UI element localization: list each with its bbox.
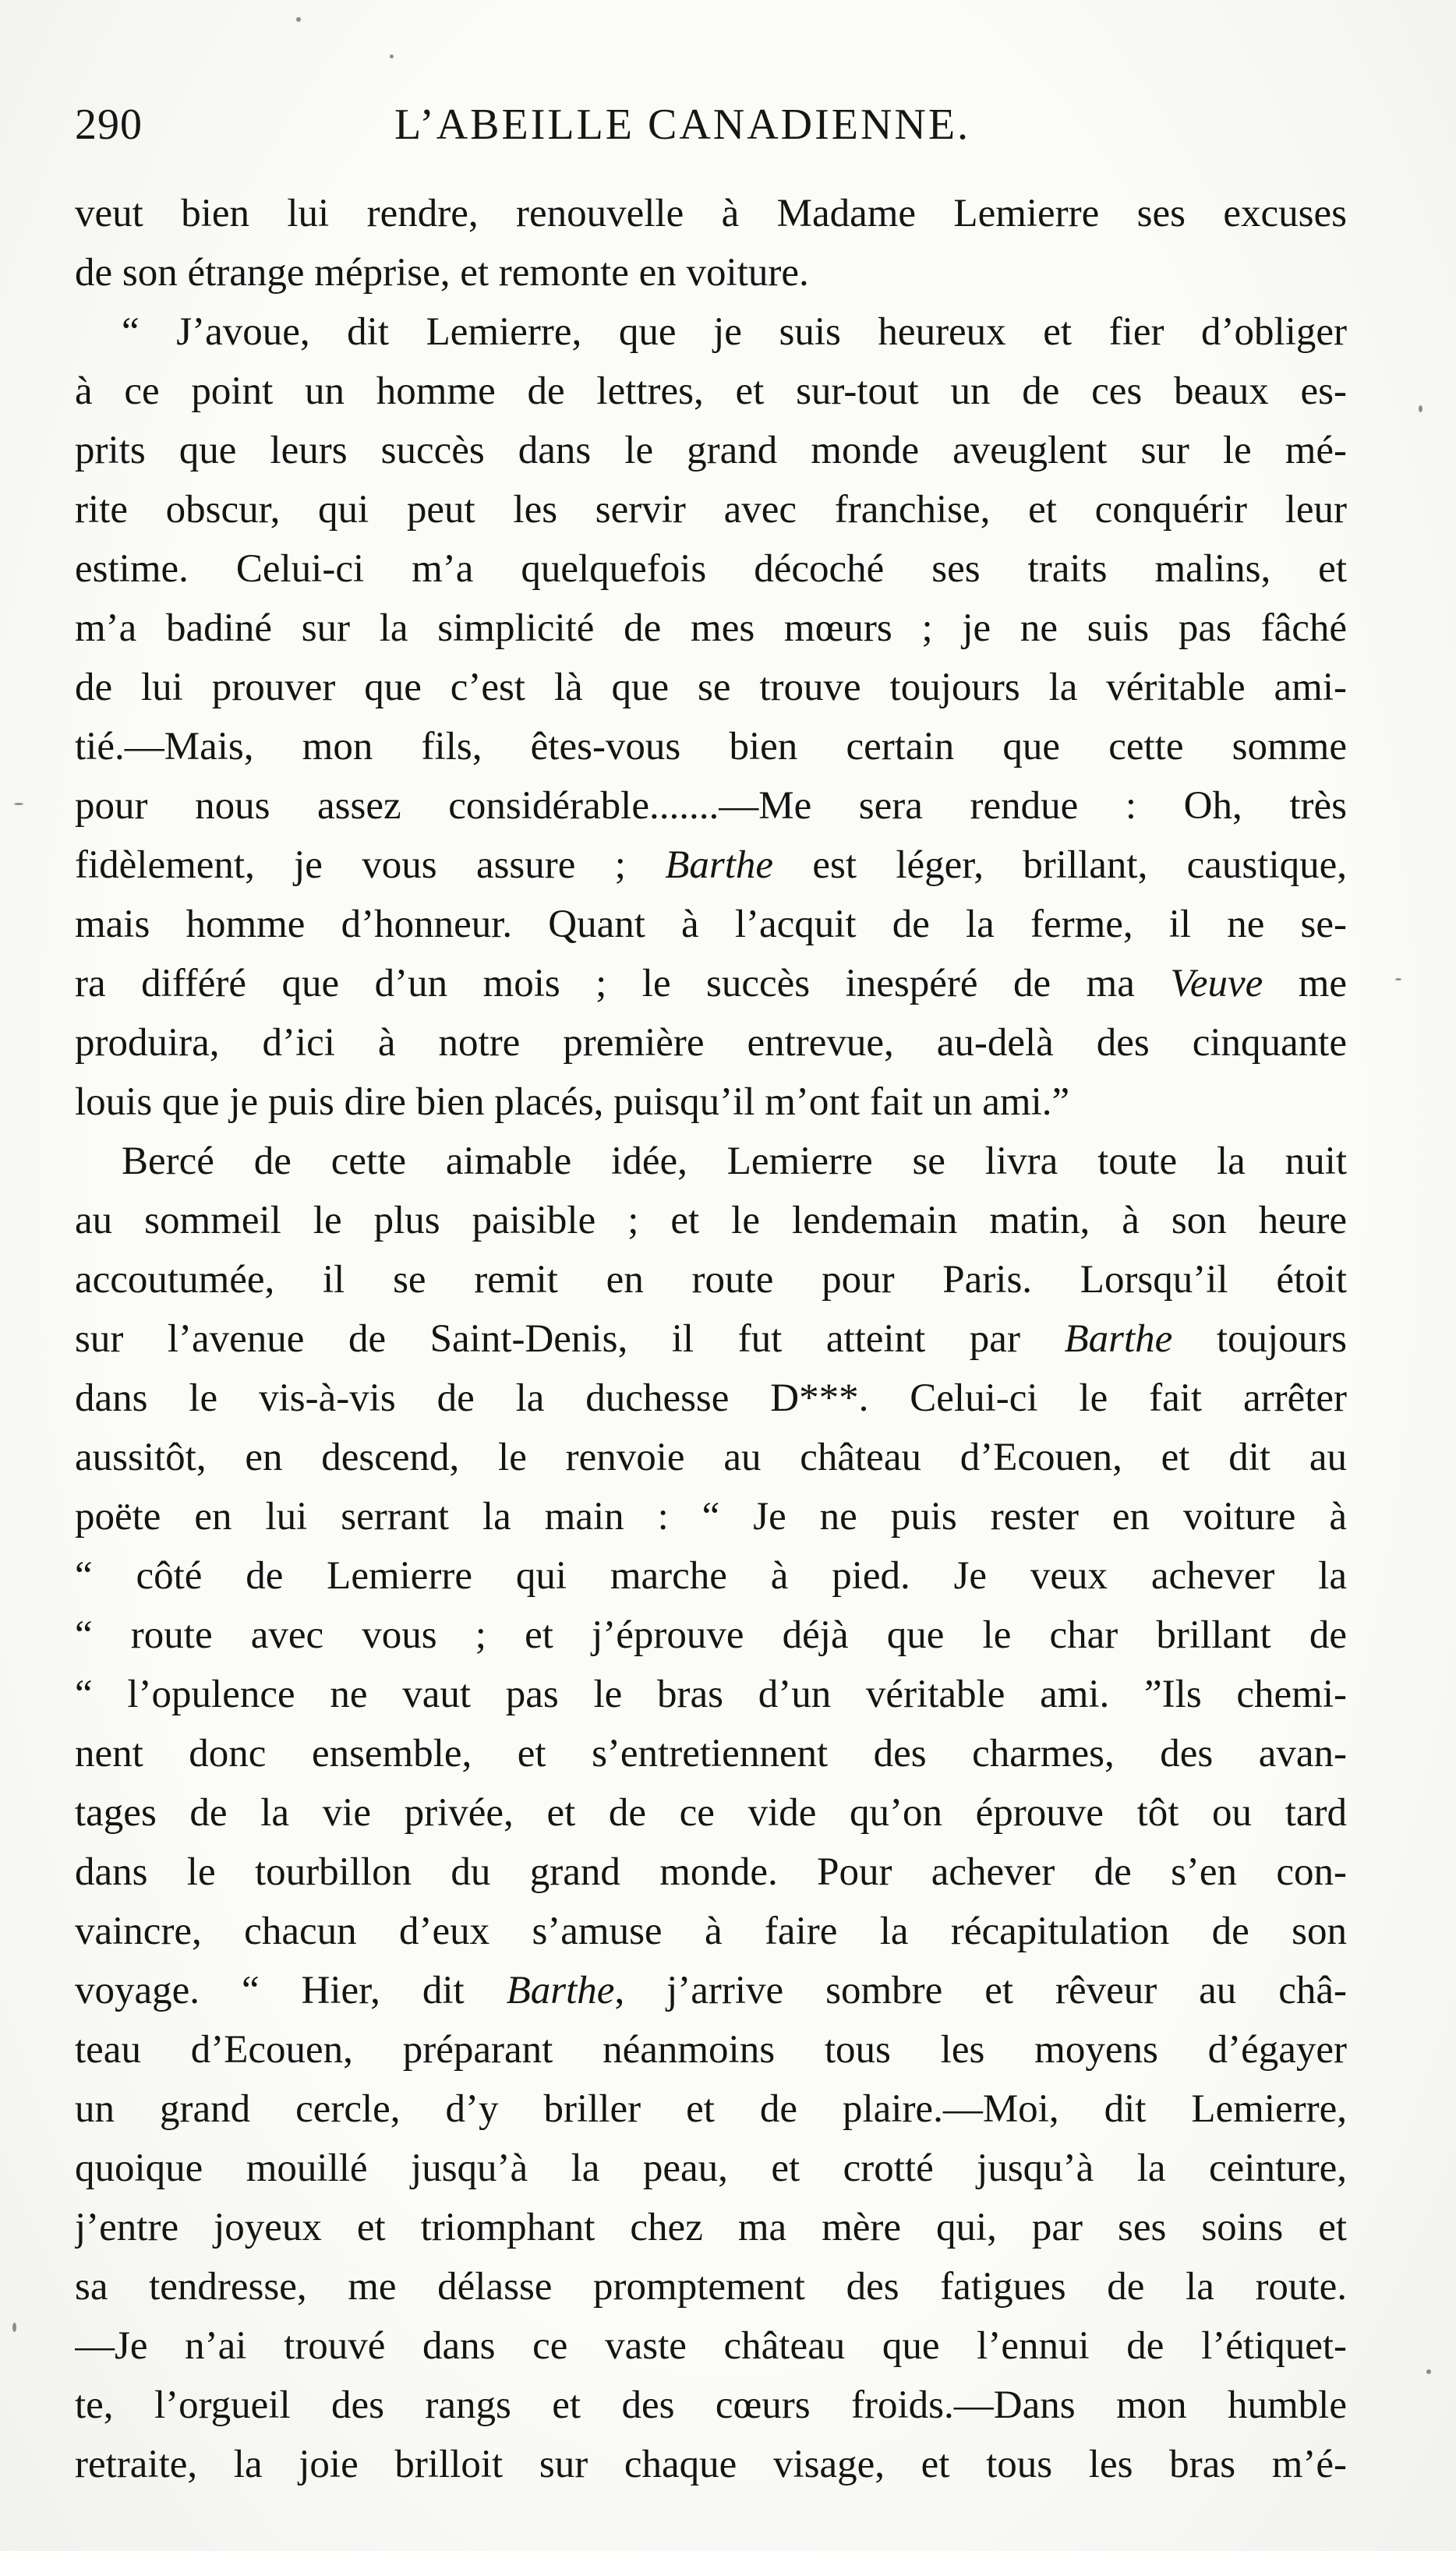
print-speck [390, 55, 394, 58]
running-title: L’ABEILLE CANADIENNE. [394, 101, 971, 149]
text-line: au sommeil le plus paisible ; et le lendemain matin, à son heure [75, 1199, 1347, 1242]
print-speck [1426, 2369, 1431, 2374]
text-line: “ l’opulence ne vaut pas le bras d’un véritable ami. ”Ils chemi- [75, 1673, 1347, 1716]
page-header [75, 100, 1369, 170]
text-line: —Je n’ai trouvé dans ce vaste château que l’ennui de l’étiquet- [75, 2324, 1347, 2368]
text-line: retraite, la joie brilloit sur chaque visage, et tous les bras m’é- [75, 2443, 1347, 2486]
text-line: te, l’orgueil des rangs et des cœurs froids.—Dans mon humble [75, 2383, 1347, 2427]
text-line: “ côté de Lemierre qui marche à pied. Je veux achever la [75, 1554, 1347, 1598]
text-line: accoutumée, il se remit en route pour Paris. Lorsqu’il étoit [75, 1258, 1347, 1302]
text-line: prits que leurs succès dans le grand monde aveuglent sur le mé- [75, 429, 1347, 472]
text-line: Bercé de cette aimable idée, Lemierre se livra toute la nuit [122, 1139, 1347, 1183]
text-line: dans le vis-à-vis de la duchesse D***. Celui-ci le fait arrêter [75, 1376, 1347, 1420]
text-line: produira, d’ici à notre première entrevue, au-delà des cinquante [75, 1021, 1347, 1065]
text-line: j’entre joyeux et triomphant chez ma mère qui, par ses soins et [75, 2206, 1347, 2249]
text-line: tié.—Mais, mon fils, êtes-vous bien certain que cette somme [75, 725, 1347, 768]
text-line: dans le tourbillon du grand monde. Pour achever de s’en con- [75, 1850, 1347, 1894]
text-line: un grand cercle, d’y briller et de plaire.—Moi, dit Lemierre, [75, 2087, 1347, 2131]
text-line: “ J’avoue, dit Lemierre, que je suis heureux et fier d’obliger [122, 310, 1347, 354]
text-line: veut bien lui rendre, renouvelle à Madame Lemierre ses excuses [75, 192, 1347, 235]
text-line: tages de la vie privée, et de ce vide qu’on éprouve tôt ou tard [75, 1791, 1347, 1835]
text-line: vaincre, chacun d’eux s’amuse à faire la récapitulation de son [75, 1910, 1347, 1953]
text-line: mais homme d’honneur. Quant à l’acquit de la ferme, il ne se- [75, 903, 1347, 946]
print-speck [14, 803, 23, 805]
text-line: “ route avec vous ; et j’éprouve déjà que le char brillant de [75, 1613, 1347, 1657]
text-line: aussitôt, en descend, le renvoie au château d’Ecouen, et dit au [75, 1436, 1347, 1479]
print-speck [1419, 405, 1422, 412]
text-line: sur l’avenue de Saint-Denis, il fut atteint par Barthe toujours [75, 1317, 1347, 1361]
text-line: estime. Celui-ci m’a quelquefois décoché ses traits malins, et [75, 547, 1347, 591]
print-speck [12, 2323, 16, 2332]
text-line: sa tendresse, me délasse promptement des fatigues de la route. [75, 2265, 1347, 2309]
text-line: voyage. “ Hier, dit Barthe, j’arrive sombre et rêveur au châ- [75, 1969, 1347, 2012]
text-line: louis que je puis dire bien placés, puisqu’il m’ont fait un ami.” [75, 1080, 1070, 1124]
text-line: rite obscur, qui peut les servir avec franchise, et conquérir leur [75, 488, 1347, 532]
text-line: teau d’Ecouen, préparant néanmoins tous les moyens d’égayer [75, 2028, 1347, 2072]
text-line: à ce point un homme de lettres, et sur-tout un de ces beaux es- [75, 369, 1347, 413]
print-speck [296, 17, 301, 22]
text-line: nent donc ensemble, et s’entretiennent des charmes, des avan- [75, 1732, 1347, 1775]
text-line: poëte en lui serrant la main : “ Je ne puis rester en voiture à [75, 1495, 1347, 1539]
body-text [75, 184, 1347, 2494]
text-line: quoique mouillé jusqu’à la peau, et crotté jusqu’à la ceinture, [75, 2146, 1347, 2190]
text-line: ra différé que d’un mois ; le succès inespéré de ma Veuve me [75, 962, 1347, 1005]
text-line: fidèlement, je vous assure ; Barthe est léger, brillant, caustique, [75, 843, 1347, 887]
text-line: m’a badiné sur la simplicité de mes mœurs ; je ne suis pas fâché [75, 606, 1347, 650]
text-line: de son étrange méprise, et remonte en voiture. [75, 251, 809, 295]
text-line: pour nous assez considérable.......—Me sera rendue : Oh, très [75, 784, 1347, 828]
page-number: 290 [75, 101, 143, 149]
print-speck [1395, 978, 1401, 980]
text-line: de lui prouver que c’est là que se trouve toujours la véritable ami- [75, 666, 1347, 709]
